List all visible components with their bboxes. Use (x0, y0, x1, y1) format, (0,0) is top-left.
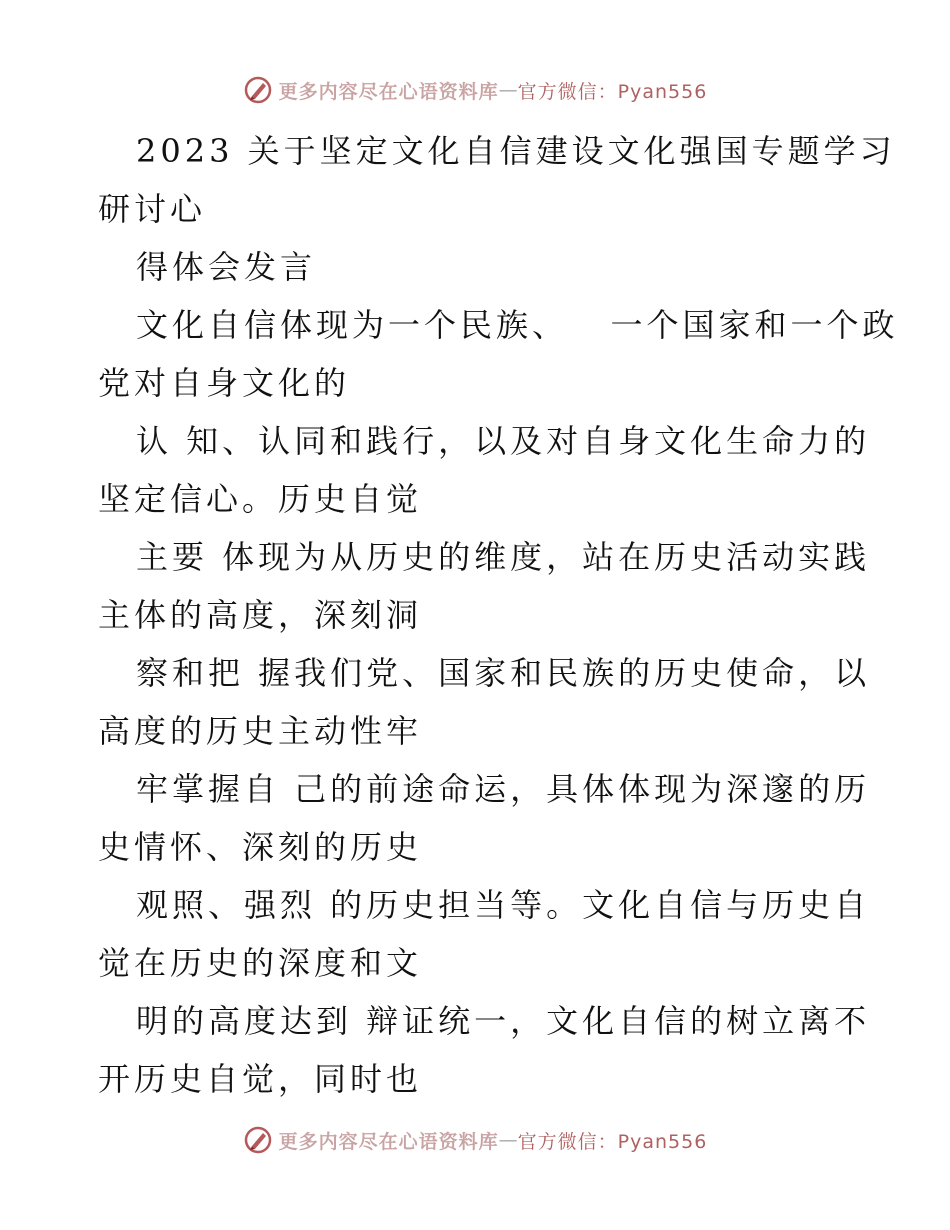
text-line: 察和把 握我们党、国家和民族的历史使命，以 (136, 654, 871, 692)
text-line: 高度的历史主动性牢 (98, 712, 423, 750)
text-line: 开历史自觉，同时也 (98, 1060, 423, 1098)
watermark-brand: 更多内容尽在心语资料库 (278, 1130, 499, 1153)
watermark-separator: — (498, 1129, 518, 1151)
document-body (98, 122, 899, 1108)
header-watermark (0, 70, 950, 110)
text-line: 研讨心 (98, 190, 207, 228)
footer-watermark (0, 1120, 950, 1160)
watermark-contact: 官方微信：Pyan556 (517, 80, 708, 103)
text-line: 认 知、认同和践行，以及对自身文化生命力的 (136, 422, 871, 460)
pen-logo-icon (243, 75, 273, 105)
pen-logo-icon (243, 1125, 273, 1155)
watermark-contact: 官方微信：Pyan556 (517, 1130, 708, 1153)
text-line: 文化自信体现为一个民族、 一个国家和一个政 (136, 306, 899, 344)
text-line: 坚定信心。历史自觉 (98, 480, 423, 518)
text-line: 觉在历史的深度和文 (98, 944, 423, 982)
text-line: 主体的高度，深刻洞 (98, 596, 423, 634)
text-line: 党对自身文化的 (98, 364, 351, 402)
text-line: 史情怀、深刻的历史 (98, 828, 423, 866)
text-line: 牢掌握自 己的前途命运，具体体现为深邃的历 (136, 770, 871, 808)
text-line: 主要 体现为从历史的维度，站在历史活动实践 (136, 538, 871, 576)
text-line: 得体会发言 (136, 248, 317, 286)
text-line: 2023 关于坚定文化自信建设文化强国专题学习 (136, 132, 896, 170)
text-line: 观照、强烈 的历史担当等。文化自信与历史自 (136, 886, 871, 924)
watermark-brand: 更多内容尽在心语资料库 (278, 80, 499, 103)
watermark-separator: — (498, 79, 518, 101)
text-line: 明的高度达到 辩证统一，文化自信的树立离不 (136, 1002, 871, 1040)
